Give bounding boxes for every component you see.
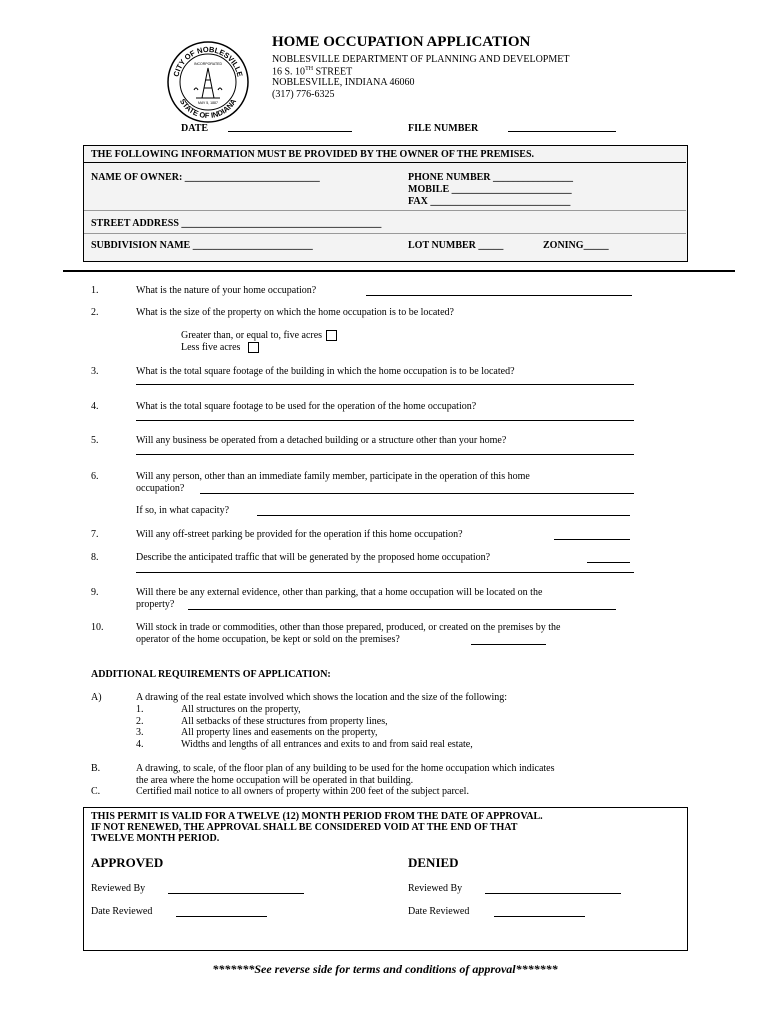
requirement-b-text: A drawing, to scale, of the floor plan of any building to be used for the home occupation which indicates (136, 763, 555, 774)
option-less-five-acres[interactable]: Less five acres (181, 342, 259, 353)
requirement-c-text: Certified mail notice to all owners of property within 200 feet of the subject parcel. (136, 786, 469, 797)
question-5: Will any business be operated from a detached building or a structure other than your home? (136, 435, 507, 446)
answer-8b-line[interactable] (136, 564, 634, 573)
phone-line: (317) 776-6325 (272, 89, 335, 100)
date-label: DATE (181, 123, 209, 134)
permit-notice-line: IF NOT RENEWED, THE APPROVAL SHALL BE CONSIDERED VOID AT THE END OF THAT (91, 822, 518, 833)
owner-info-heading: THE FOLLOWING INFORMATION MUST BE PROVIDED BY THE OWNER OF THE PREMISES. (91, 149, 535, 160)
date-field[interactable] (228, 121, 352, 132)
question-number: 3. (91, 366, 99, 377)
question-6-followup: If so, in what capacity? (136, 505, 230, 516)
list-item: All structures on the property, (181, 704, 301, 715)
seal-top-text: CITY OF NOBLESVILLE (171, 44, 245, 78)
city-line: NOBLESVILLE, INDIANA 46060 (272, 77, 415, 88)
answer-10-line[interactable] (471, 634, 546, 645)
question-number: 10. (91, 622, 104, 633)
divider (84, 210, 686, 211)
answer-6-line[interactable] (200, 483, 634, 494)
question-number: 4. (91, 401, 99, 412)
requirement-a-label: A) (91, 692, 102, 703)
denied-date-reviewed-field[interactable] (494, 906, 585, 917)
question-number: 8. (91, 552, 99, 563)
question-2: What is the size of the property on which the home occupation is to be located? (136, 307, 454, 318)
denied-date-reviewed-label: Date Reviewed (408, 906, 470, 917)
approved-reviewed-by-field[interactable] (168, 883, 304, 894)
question-6-cont: occupation? (136, 483, 185, 494)
answer-6b-line[interactable] (257, 505, 630, 516)
street-address-field[interactable]: STREET ADDRESS ________________________________________ (91, 218, 382, 229)
list-item-number: 4. (136, 739, 144, 750)
answer-1-line[interactable] (366, 285, 632, 296)
approved-reviewed-by-label: Reviewed By (91, 883, 146, 894)
permit-notice-line: TWELVE MONTH PERIOD. (91, 833, 220, 844)
question-number: 7. (91, 529, 99, 540)
answer-7-line[interactable] (554, 529, 630, 540)
denied-reviewed-by-label: Reviewed By (408, 883, 463, 894)
denied-heading: DENIED (408, 855, 459, 870)
approved-date-reviewed-label: Date Reviewed (91, 906, 153, 917)
street-address: 16 S. 10TH STREET (272, 66, 353, 78)
page-title: HOME OCCUPATION APPLICATION (272, 34, 531, 50)
fax-field[interactable]: FAX ____________________________ (408, 196, 571, 207)
approved-heading: APPROVED (91, 855, 164, 870)
question-8: Describe the anticipated traffic that will be generated by the proposed home occupation? (136, 552, 491, 563)
seal-inner-top: INCORPORATED (194, 62, 222, 66)
city-seal (166, 40, 250, 124)
derrick-icon (194, 68, 222, 98)
department-name: NOBLESVILLE DEPARTMENT OF PLANNING AND DEVELOPMET (272, 54, 570, 65)
question-9-cont: property? (136, 599, 175, 610)
question-10: Will stock in trade or commodities, other than those prepared, produced, or created on the premises by the (136, 622, 561, 633)
divider (84, 162, 686, 163)
seal-inner-bottom: MAY 5, 1887 (198, 101, 218, 105)
phone-number-field[interactable]: PHONE NUMBER ________________ (408, 172, 573, 183)
question-6: Will any person, other than an immediate family member, participate in the operation of this home (136, 471, 530, 482)
owner-name-field[interactable]: NAME OF OWNER: ___________________________ (91, 172, 320, 183)
question-7: Will any off-street parking be provided for the operation if this home occupation? (136, 529, 463, 540)
answer-9-line[interactable] (188, 599, 616, 610)
subdivision-field[interactable]: SUBDIVISION NAME ________________________ (91, 240, 313, 251)
question-4: What is the total square footage to be used for the operation of the home occupation? (136, 401, 477, 412)
question-number: 6. (91, 471, 99, 482)
seal-bottom-text: STATE OF INDIANA (177, 97, 239, 121)
approved-date-reviewed-field[interactable] (176, 906, 267, 917)
lot-number-field[interactable]: LOT NUMBER _____ (408, 240, 504, 251)
mobile-field[interactable]: MOBILE ________________________ (408, 184, 572, 195)
list-item: All setbacks of these structures from property lines, (181, 716, 388, 727)
divider (84, 233, 686, 234)
requirement-b-text-cont: the area where the home occupation will be operated in that building. (136, 775, 414, 786)
list-item-number: 3. (136, 727, 144, 738)
question-number: 2. (91, 307, 99, 318)
question-1: What is the nature of your home occupation? (136, 285, 317, 296)
list-item-number: 1. (136, 704, 144, 715)
file-number-label: FILE NUMBER (408, 123, 479, 134)
option-greater-five-acres[interactable]: Greater than, or equal to, five acres (181, 330, 337, 341)
question-10-cont: operator of the home occupation, be kept or sold on the premises? (136, 634, 400, 645)
question-3: What is the total square footage of the building in which the home occupation is to be located? (136, 366, 515, 377)
footer-note: *******See reverse side for terms and conditions of approval******* (212, 962, 558, 976)
answer-3-line[interactable] (136, 376, 634, 385)
denied-reviewed-by-field[interactable] (485, 883, 621, 894)
answer-5-line[interactable] (136, 446, 634, 455)
requirements-heading: ADDITIONAL REQUIREMENTS OF APPLICATION: (91, 669, 331, 680)
requirement-c-label: C. (91, 786, 101, 797)
list-item: All property lines and easements on the property, (181, 727, 378, 738)
question-number: 5. (91, 435, 99, 446)
question-number: 9. (91, 587, 99, 598)
answer-4-line[interactable] (136, 412, 634, 421)
list-item-number: 2. (136, 716, 144, 727)
question-9: Will there be any external evidence, other than parking, that a home occupation will be located on the (136, 587, 543, 598)
zoning-field[interactable]: ZONING_____ (543, 240, 609, 251)
checkbox[interactable] (248, 342, 259, 353)
question-number: 1. (91, 285, 99, 296)
permit-notice-line: THIS PERMIT IS VALID FOR A TWELVE (12) MONTH PERIOD FROM THE DATE OF APPROVAL. (91, 811, 543, 822)
checkbox[interactable] (326, 330, 337, 341)
file-number-field[interactable] (508, 121, 616, 132)
requirement-a-text: A drawing of the real estate involved which shows the location and the size of the following: (136, 692, 508, 703)
requirement-b-label: B. (91, 763, 101, 774)
answer-8-line[interactable] (587, 552, 630, 563)
list-item: Widths and lengths of all entrances and exits to and from said real estate, (181, 739, 473, 750)
section-separator (63, 270, 735, 272)
